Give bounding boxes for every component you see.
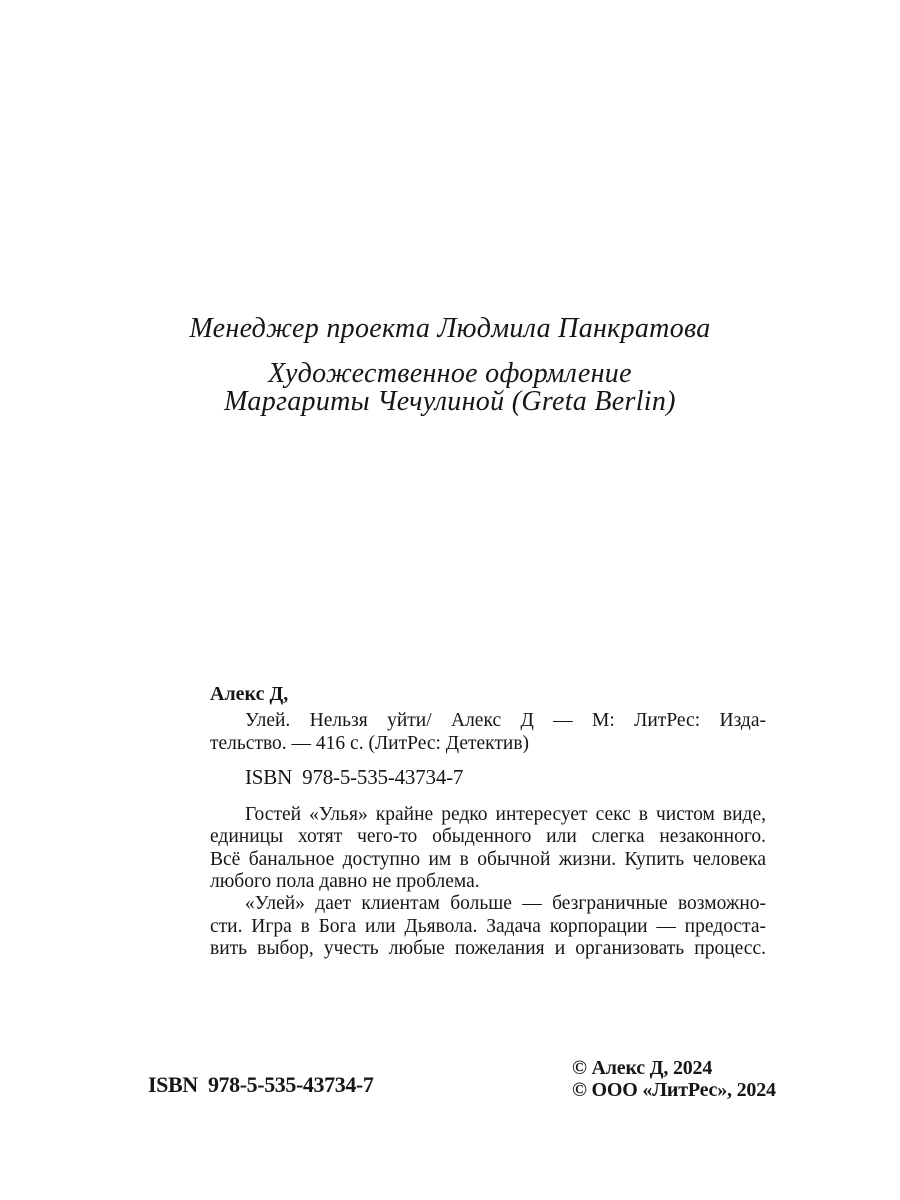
annotation-line: Гостей «Улья» крайне редко интересует секс в чистом виде, xyxy=(245,804,766,826)
credit-art-design-line2: Маргариты Чечулиной (Greta Berlin) xyxy=(224,386,676,417)
bibliography-author: Алекс Д, xyxy=(210,683,289,705)
credit-project-manager: Менеджер проекта Людмила Панкратова xyxy=(189,313,711,344)
credit-art-design xyxy=(0,360,900,416)
annotation-block xyxy=(210,804,766,960)
annotation-line: любого пола давно не проблема. xyxy=(210,871,480,893)
copyright-publisher-line: © ООО «ЛитРес», 2024 xyxy=(572,1078,776,1101)
bibliography-line: тельство. — 416 с. (ЛитРес: Детектив) xyxy=(210,732,530,754)
annotation-line: Всё банальное доступно им в обычной жизни. Купить человека xyxy=(210,848,766,870)
imprint-text-column xyxy=(210,683,766,960)
copyright-block xyxy=(572,1058,776,1101)
annotation-line: вить выбор, учесть любые пожелания и организовать процесс. xyxy=(210,937,766,959)
footer-isbn: ISBN 978-5-535-43734-7 xyxy=(148,1072,374,1097)
copyright-author-line: © Алекс Д, 2024 xyxy=(572,1057,713,1079)
credit-art-design-line1: Художественное оформление xyxy=(268,358,632,389)
annotation-line: «Улей» дает клиентам больше — безграничные возможно- xyxy=(245,893,766,915)
annotation-line: сти. Игра в Бога или Дьявола. Задача корпорации — предоста- xyxy=(210,915,766,937)
isbn-line: ISBN 978-5-535-43734-7 xyxy=(245,764,464,789)
annotation-line: единицы хотят чего-то обыденного или слегка незаконного. xyxy=(210,826,766,848)
bibliography-line: Улей. Нельзя уйти/ Алекс Д — М: ЛитРес: Изда- xyxy=(245,710,766,732)
